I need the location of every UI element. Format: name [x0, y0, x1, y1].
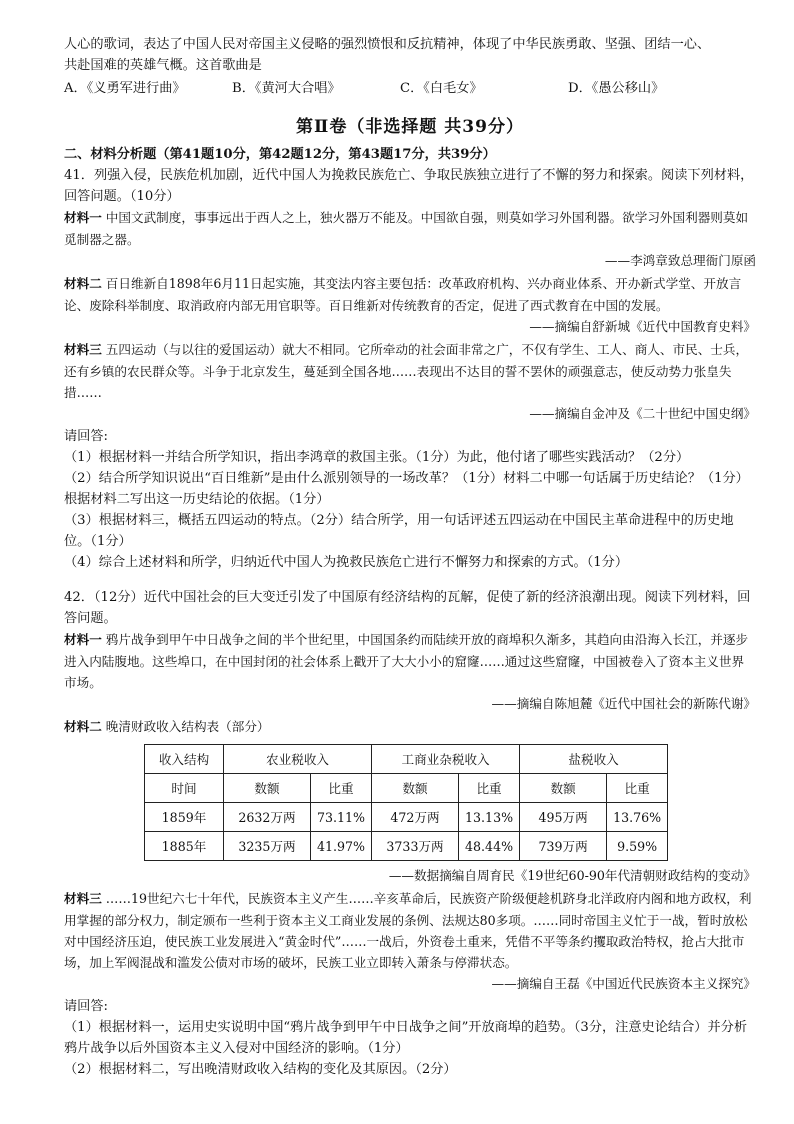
q42-ask: 请回答: [64, 999, 109, 1014]
table-cell: 9.59% [607, 832, 668, 861]
table-header-cell: 数额 [520, 774, 607, 803]
table-header-cell: 比重 [311, 774, 372, 803]
choice-a: A．《义勇军进行曲》 [64, 81, 186, 96]
material-label: 材料二 [64, 720, 102, 734]
table-header-cell: 工商业杂税收入 [372, 745, 520, 774]
table-header-cell: 比重 [607, 774, 668, 803]
table-header-cell: 时间 [145, 774, 224, 803]
material-text: 百日维新自1898年6月11日起实施，其变法内容主要包括：改革政府机构、兴办商业体系、开办新式学堂、开放言论、废除科举制度、取消政府内部无用官职等。百日维新对传统教育的否定，促进了西式教育在中国的发展。 [64, 276, 742, 313]
q41-sub-1: （1）根据材料一并结合所学知识，指出李鸿章的救国主张。（1分）为此，他付诸了哪些实践活动？（2分） [64, 450, 690, 465]
intro-line-1: 人心的歌词，表达了中国人民对帝国主义侵略的强烈愤恨和反抗精神，体现了中华民族勇敢、坚强、团结一心、 [64, 37, 711, 52]
material-text: 中国文武制度，事事远出于西人之上，独火器万不能及。中国欲自强，则莫如学习外国利器。欲学习外国利器则莫如觅制器之器。 [64, 210, 749, 247]
table-cell: 1859年 [145, 803, 224, 832]
table-cell: 13.76% [607, 803, 668, 832]
q42-material-1-source: ——摘编自陈旭麓《近代中国社会的新陈代谢》 [491, 696, 756, 711]
q41-ask: 请回答: [64, 429, 109, 444]
finance-table [144, 744, 668, 861]
table-row [145, 832, 668, 861]
material-label: 材料二 [64, 277, 102, 291]
section-title: 第Ⅱ卷（非选择题 共39分） [296, 117, 524, 137]
material-label: 材料三 [64, 343, 102, 357]
q42-material-1 [64, 629, 756, 693]
q41-material-1 [64, 207, 756, 250]
table-source: ——数据摘编自周育民《19世纪60-90年代清朝财政结构的变动》 [388, 868, 756, 883]
q42-material-3 [64, 888, 756, 973]
material-label: 材料一 [64, 211, 102, 225]
table-cell: 739万两 [520, 832, 607, 861]
material-label: 材料一 [64, 633, 102, 647]
intro-line-2: 共赴国难的英雄气概。这首歌曲是 [64, 58, 262, 73]
table-header-cell: 农业税收入 [224, 745, 372, 774]
table-header-row [145, 774, 668, 803]
table-row [145, 803, 668, 832]
q42-sub-1: （1）根据材料一，运用史实说明中国“鸦片战争到甲午中日战争之间”开放商埠的趋势。（3分，注意史论结合）并分析鸦片战争以后外国资本主义入侵对中国经济的影响。（1分） [64, 1020, 748, 1056]
choice-c: C．《白毛女》 [400, 81, 483, 96]
exam-page [64, 34, 756, 1080]
part-title: 二、材料分析题（第41题10分，第42题12分，第43题17分，共39分） [64, 147, 496, 162]
table-header-cell: 数额 [372, 774, 459, 803]
q41-material-3-source: ——摘编自金冲及《二十世纪中国史纲》 [529, 406, 756, 421]
table-cell: 3235万两 [224, 832, 311, 861]
material-label: 材料三 [64, 892, 102, 906]
q41-material-2 [64, 273, 756, 316]
q41-sub-2: （2）结合所学知识说出“百日维新”是由什么派别领导的一场改革？（1分）材料二中哪一句话属于历史结论？（1分）根据材料二写出这一历史结论的依据。（1分） [64, 471, 749, 507]
q42-material-3-source: ——摘编自王磊《中国近代民族资本主义探究》 [491, 976, 756, 991]
q41-sub-4: （4）综合上述材料和所学，归纳近代中国人为挽救民族危亡进行不懈努力和探索的方式。（1分） [64, 555, 629, 570]
material-text: 鸦片战争到甲午中日战争之间的半个世纪里，中国国条约而陆续开放的商埠积久渐多，其趋向由沿海入长江，并逐步进入内陆腹地。这些埠口，在中国封闭的社会体系上戳开了大大小小的窟窿……通过这些窟窿，中国被卷入了资本主义世界市场。 [64, 632, 749, 690]
material-text: ……19世纪六七十年代，民族资本主义产生……辛亥革命后，民族资产阶级便趁机跻身北洋政府内阁和地方政权，利用掌握的部分权力，制定颁布一些利于资本主义工商业发展的条例、法规达80多项。……同时帝国主义忙于一战，暂时放松对中国经济压迫，使民族工业发展进入“黄金时代”……一战后，外资卷土重来，凭借不平等条约攫取政治特权，抢占大批市场，加上军阀混战和滥发公债对市场的破坏，民族工业立即转入萧条与停滞状态。 [64, 891, 752, 970]
table-header-row [145, 745, 668, 774]
material-text: 晚清财政收入结构表（部分） [101, 719, 270, 734]
table-header-cell: 数额 [224, 774, 311, 803]
q41-sub-3: （3）根据材料三，概括五四运动的特点。（2分）结合所学，用一句话评述五四运动在中国民主革命进程中的历史地位。（1分） [64, 513, 734, 549]
choice-list [64, 78, 756, 99]
table-cell: 41.97% [311, 832, 372, 861]
q41-material-2-source: ——摘编自舒新城《近代中国教育史料》 [529, 319, 756, 334]
table-cell: 2632万两 [224, 803, 311, 832]
material-text: 五四运动（与以往的爱国运动）就大不相同。它所牵动的社会面非常之广，不仅有学生、工人、商人、市民、士兵，还有乡镇的农民群众等。斗争于北京发生，蔓延到全国各地……表现出不达目的誓不罢休的顽强意志，使反动势力张皇失措…… [64, 342, 749, 400]
choice-b: B．《黄河大合唱》 [232, 81, 341, 96]
q42-stem: 42．（12分）近代中国社会的巨大变迁引发了中国原有经济结构的瓦解，促使了新的经济浪潮出现。阅读下列材料，回答问题。 [64, 590, 751, 626]
q41-material-3 [64, 339, 756, 403]
q42-sub-2: （2）根据材料二，写出晚清财政收入结构的变化及其原因。（2分） [64, 1062, 457, 1077]
table-cell: 472万两 [372, 803, 459, 832]
table-header-cell: 收入结构 [145, 745, 224, 774]
table-cell: 495万两 [520, 803, 607, 832]
choice-d: D．《愚公移山》 [568, 81, 665, 96]
table-cell: 48.44% [459, 832, 520, 861]
table-cell: 3733万两 [372, 832, 459, 861]
table-cell: 73.11% [311, 803, 372, 832]
q42-material-2 [64, 716, 756, 738]
table-header-cell: 比重 [459, 774, 520, 803]
table-cell: 13.13% [459, 803, 520, 832]
table-header-cell: 盐税收入 [520, 745, 668, 774]
table-cell: 1885年 [145, 832, 224, 861]
q41-stem: 41．列强入侵，民族危机加剧，近代中国人为挽救民族危亡、争取民族独立进行了不懈的努力和探索。阅读下列材料，回答问题。（10分） [64, 168, 754, 204]
q41-material-1-source: ——李鸿章致总理衙门原函 [604, 253, 756, 268]
